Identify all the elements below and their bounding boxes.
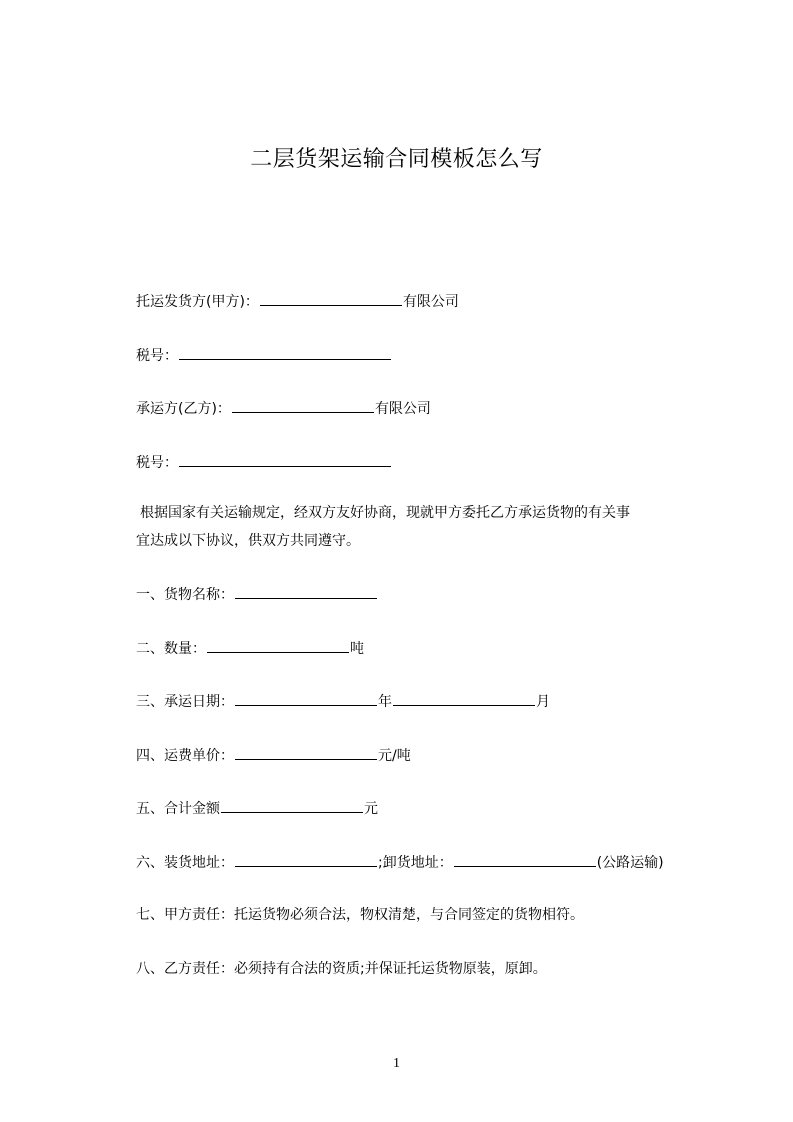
total-suffix: 元 xyxy=(364,801,378,817)
date-label: 三、承运日期： xyxy=(136,694,234,710)
total-blank xyxy=(221,798,363,813)
party-a-line xyxy=(136,291,459,312)
party-a-blank xyxy=(260,291,402,306)
intro-line-2: 宜达成以下协议，供双方共同遵守。 xyxy=(136,533,360,549)
tax-a-blank xyxy=(179,345,391,360)
party-b-line xyxy=(136,398,431,419)
price-suffix: 元/吨 xyxy=(378,748,411,764)
party-b-blank xyxy=(232,398,374,413)
quantity-blank xyxy=(207,638,349,653)
intro-line-1: 根据国家有关运输规定，经双方友好协商，现就甲方委托乙方承运货物的有关事 xyxy=(140,505,630,521)
item-price xyxy=(136,745,411,766)
address-load-blank xyxy=(235,852,377,867)
party-a-label: 托运发货方(甲方)： xyxy=(136,294,259,310)
address-unload-label: ;卸货地址： xyxy=(378,855,453,871)
address-load-label: 六、装货地址： xyxy=(136,855,234,871)
party-a-suffix: 有限公司 xyxy=(402,294,459,310)
goods-name-blank xyxy=(235,584,377,599)
item-quantity xyxy=(136,638,364,659)
date-year-blank xyxy=(235,691,377,706)
price-label: 四、运费单价： xyxy=(136,748,234,764)
date-month-text: 月 xyxy=(536,694,550,710)
item-total xyxy=(136,798,378,819)
tax-b-label: 税号： xyxy=(136,455,178,471)
quantity-suffix: 吨 xyxy=(350,641,364,657)
item-date xyxy=(136,691,550,712)
tax-a-label: 税号： xyxy=(136,348,178,364)
page-number: 1 xyxy=(393,1056,400,1071)
document-title: 二层货架运输合同模板怎么写 xyxy=(250,147,543,172)
item-duty-a: 七、甲方责任：托运货物必须合法，物权清楚，与合同签定的货物相符。 xyxy=(136,907,584,923)
tax-b-line xyxy=(136,452,392,473)
address-suffix: (公路运输) xyxy=(596,855,664,871)
date-month-blank xyxy=(393,691,535,706)
tax-a-line xyxy=(136,345,392,366)
item-address xyxy=(136,852,664,873)
tax-b-blank xyxy=(179,452,391,467)
date-year-text: 年 xyxy=(378,694,392,710)
price-blank xyxy=(235,745,377,760)
item-duty-b: 八、乙方责任：必须持有合法的资质;并保证托运货物原装，原卸。 xyxy=(136,961,547,977)
intro-paragraph xyxy=(136,499,706,555)
quantity-label: 二、数量： xyxy=(136,641,206,657)
party-b-label: 承运方(乙方)： xyxy=(136,401,231,417)
address-unload-blank xyxy=(454,852,596,867)
goods-name-label: 一、货物名称： xyxy=(136,587,234,603)
item-goods-name xyxy=(136,584,378,605)
party-b-suffix: 有限公司 xyxy=(374,401,431,417)
total-label: 五、合计金额 xyxy=(136,801,220,817)
